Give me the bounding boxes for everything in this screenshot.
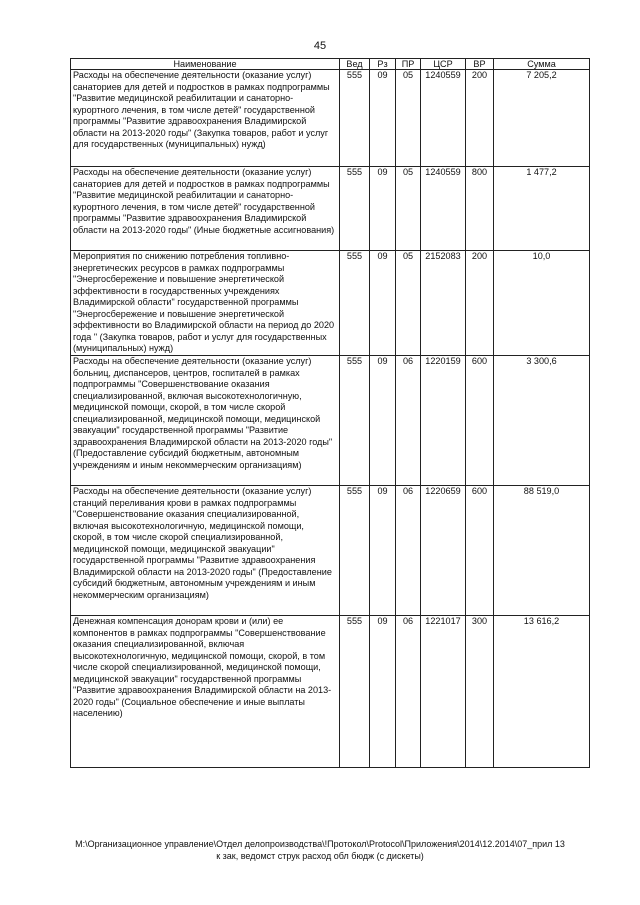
row-pr: 06 [396,486,421,616]
row-name: Расходы на обеспечение деятельности (оказание услуг) станций переливания крови в рамках подпрограммы "Совершенствование оказания специализированной, включая высокотехнологичную, медицинской помощи, скорой, в том числе скорой специализированной, медицинской помощи, медицинской эвакуации" государственной программы "Развитие здравоохранения Владимирской области на 2013-2020 годы" (Предоставление субсидий бюджетным, автономным учреждениям и иным некоммерческим организациям) [71,486,340,616]
row-ved: 555 [340,167,370,251]
column-header-vr: ВР [466,59,494,70]
row-name: Расходы на обеспечение деятельности (оказание услуг) больниц, диспансеров, центров, госпиталей в рамках подпрограммы "Совершенствование оказания специализированной, включая высокотехнологичную, медицинской помощи, скорой, в том числе скорой специализированной, медицинской помощи, медицинской эвакуации" государственной программы "Развитие здравоохранения Владимирской области на 2013-2020 годы" (Предоставление субсидий бюджетным, автономным учреждениям и иным некоммерческим организациям) [71,356,340,486]
row-rz: 09 [370,616,396,768]
column-header-ved: Вед [340,59,370,70]
row-vr: 600 [466,486,494,616]
row-csr: 1240559 [421,70,466,167]
table-row [71,486,590,616]
table-row [71,251,590,356]
row-csr: 1240559 [421,167,466,251]
row-vr: 800 [466,167,494,251]
row-ved: 555 [340,251,370,356]
row-ved: 555 [340,356,370,486]
row-vr: 600 [466,356,494,486]
column-header-sum: Сумма [494,59,590,70]
row-rz: 09 [370,356,396,486]
row-name: Расходы на обеспечение деятельности (оказание услуг) санаториев для детей и подростков в рамках подпрограммы "Развитие медицинской реабилитации и санаторно-курортного лечения, в том числе детей" государственной программы "Развитие здравоохранения Владимирской области на 2013-2020 годы" (Иные бюджетные ассигнования) [71,167,340,251]
row-pr: 05 [396,167,421,251]
row-rz: 09 [370,251,396,356]
page-number: 45 [313,40,327,52]
row-ved: 555 [340,486,370,616]
row-name: Мероприятия по снижению потребления топливно-энергетических ресурсов в рамках подпрограммы "Энергосбережение и повышение энергетической эффективности в государственных учреждениях Владимирской области" государственной программы "Энергосбережение и повышение энергетической эффективности во Владимирской области на период до 2020 года " (Закупка товаров, работ и услуг для государственных (муниципальных) нужд) [71,251,340,356]
row-sum: 3 300,6 [494,356,590,486]
row-name: Денежная компенсация донорам крови и (или) ее компонентов в рамках подпрограммы "Совершенствование оказания специализированной, включая высокотехнологичную, медицинской помощи, скорой, в том числе скорой специализированной, медицинской помощи, медицинской эвакуации" государственной программы "Развитие здравоохранения Владимирской области на 2013-2020 годы" (Социальное обеспечение и иные выплаты населению) [71,616,340,768]
row-ved: 555 [340,616,370,768]
budget-table [70,58,590,768]
table-row [71,616,590,768]
row-sum: 88 519,0 [494,486,590,616]
column-header-pr: ПР [396,59,421,70]
row-vr: 300 [466,616,494,768]
row-rz: 09 [370,486,396,616]
row-rz: 09 [370,167,396,251]
table-row [71,167,590,251]
row-csr: 1220159 [421,356,466,486]
row-sum: 13 616,2 [494,616,590,768]
row-sum: 1 477,2 [494,167,590,251]
row-pr: 06 [396,356,421,486]
row-pr: 05 [396,70,421,167]
column-header-csr: ЦСР [421,59,466,70]
row-name: Расходы на обеспечение деятельности (оказание услуг) санаториев для детей и подростков в рамках подпрограммы "Развитие медицинской реабилитации и санаторно-курортного лечения, в том числе детей" государственной программы "Развитие здравоохранения Владимирской области на 2013-2020 годы" (Закупка товаров, работ и услуг для государственных (муниципальных) нужд) [71,70,340,167]
row-sum: 10,0 [494,251,590,356]
column-header-name: Наименование [71,59,340,70]
table-header-row [71,59,590,70]
row-pr: 05 [396,251,421,356]
row-pr: 06 [396,616,421,768]
footer [0,838,640,862]
table-row [71,70,590,167]
row-rz: 09 [370,70,396,167]
footer-file-description: к зак, ведомст струк расход обл бюдж (с дискеты) [216,851,424,861]
row-ved: 555 [340,70,370,167]
column-header-rz: Рз [370,59,396,70]
footer-file-path: M:\Организационное управление\Отдел делопроизводства\!Протокол\Protocol\Приложения\2014\12.2014\07_прил 13 [75,839,565,849]
row-csr: 2152083 [421,251,466,356]
row-csr: 1220659 [421,486,466,616]
row-sum: 7 205,2 [494,70,590,167]
row-vr: 200 [466,70,494,167]
row-csr: 1221017 [421,616,466,768]
table-row [71,356,590,486]
row-vr: 200 [466,251,494,356]
